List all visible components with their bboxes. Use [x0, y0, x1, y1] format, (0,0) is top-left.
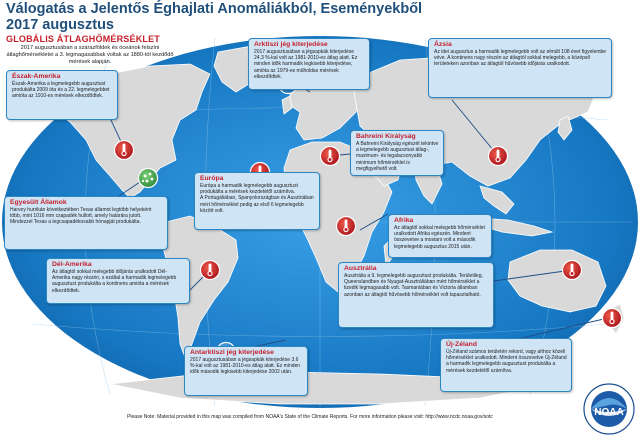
- thermometer-hot-icon: [321, 147, 340, 166]
- thermometer-hot-icon: [563, 261, 582, 280]
- callout-united-states: [4, 196, 168, 250]
- callout-title: Új-Zéland: [446, 341, 477, 348]
- callout-asia: [428, 38, 612, 98]
- callout-title: Dél-Amerika: [52, 261, 92, 268]
- page-title: [6, 2, 422, 33]
- callout-text-extra: Mindezzel Texas a legcsapadékosabb hónapját produkálta.: [10, 219, 141, 226]
- heavy-rain-icon: [139, 169, 158, 188]
- callout-text: Ausztrália a 9. legmelegebb augusztust produkálta. Területileg, Queenslandben és Nyugat-Ausztráliában mért hőmérséklet a tizedik legmagasabb volt. Tasmaniában és Victoria államban azonban az átlagtól hűvösebb hőmérséklet volt tapasztalható.: [344, 273, 483, 298]
- callout-title: Arktiszi jég kiterjedése: [254, 41, 328, 48]
- source-note: Please Note: Material provided in this map was compiled from NOAA's State of the Climate Reports. For more information please visit: http://www.ncdc.noaa.gov/sotc: [127, 414, 493, 420]
- callout-title: Antarktiszi jég kiterjedése: [190, 349, 274, 356]
- callout-text: Észak-Amerika a legmelegebb augusztust produkálta 2009 óta és a 22. legmelegebbet amióta az 1910-es mérések elkezdődtek.: [12, 81, 110, 100]
- title-line-1: Válogatás a Jelentős Éghajlati Anomáliákból, Eseményekből: [6, 1, 423, 17]
- global-temperature-summary: 2017 augusztusában a szárazföldek és óceánok felszíni átlaghőmérsékletei a 3. legmagasabbak voltak az 1880-tól kezdődő mérések alapján.: [6, 45, 174, 65]
- thermometer-hot-icon: [115, 141, 134, 160]
- callout-text: 2017 augusztusában a jégsapkák kiterjedése 24.3 %-kal volt az 1981-2010-es átlag alatt. Ez minden idők harmadik legkisebb kiterjedése, amióta az 1979-es műholdas mérések elkezdődtek.: [254, 49, 358, 80]
- thermometer-hot-icon: [337, 217, 356, 236]
- thermometer-hot-icon: [201, 261, 220, 280]
- callout-north-america: [6, 70, 118, 120]
- callout-text-extra: A Portugáliában, Spanyolországban és Ausztriában mért hőmérséklet pedig az első 6 legmelegebb között volt.: [200, 195, 314, 214]
- callout-text: Az átlagtól sokkal melegebb hőmérséklet uralkodott Afrika egészén. Mindent összevetve a mostani volt a második legmelegebb augusztus 2015 után.: [394, 225, 485, 250]
- callout-text: Az idei augusztus a harmadik legmelegebb volt az elmúlt 108 évet figyelembe véve. A kontinens nagy részén az átlagtól sokkal melegebb, a középső területeken azonban az átlagtól hűvösebb időjárás uralkodott.: [434, 49, 607, 68]
- callout-title: Európa: [200, 175, 224, 182]
- callout-europe: [194, 172, 320, 230]
- title-line-2: 2017 augusztus: [6, 16, 114, 33]
- callout-africa: [388, 214, 492, 258]
- thermometer-hot-icon: [603, 309, 622, 328]
- thermometer-hot-icon: [489, 147, 508, 166]
- callout-text: 2017 augusztusában a jégsapkák kiterjedése 3.6 %-kal volt az 1981-2010-es átlag alatt. Ez minden idők második legkisebb kiterjedése 2002 után.: [190, 357, 301, 376]
- callout-text: Európa a harmadik legmelegebb augusztust produkálta a mérések kezdetétől számítva.: [200, 183, 298, 196]
- callout-new-zealand: [440, 338, 572, 392]
- callout-text: Új-Zéland számos területén rekord, vagy ahhoz közeli hőmérséklet uralkodott. Mindent összevetve Új-Zéland a harmadik legmelegebb augusztust produkálta a mérések kezdetétől számítva.: [446, 349, 567, 374]
- callout-title: Ázsia: [434, 41, 452, 48]
- callout-bahrain: [350, 130, 444, 176]
- callout-title: Egyesült Államok: [10, 199, 67, 206]
- noaa-logo-text: NOAA: [594, 407, 624, 418]
- global-temperature-heading: GLOBÁLIS ÁTLAGHŐMÉRSÉKLET: [6, 34, 160, 44]
- callout-text: Az átlagtól sokkal melegebb időjárás uralkodott Dél-Amerika nagy részén, s ezáltal a harmadik legmelegebb augusztust produkálta a kontinens amióta a mérések elkezdődtek.: [52, 269, 177, 294]
- callout-title: Észak-Amerika: [12, 73, 61, 80]
- callout-arctic-sea-ice: [248, 38, 370, 90]
- callout-text: A Bahreini Királyság egészét tekintve a legmelegebb augusztusi átlag-, maximum- és legalacsonyabb minimum hőmérséklet is megfigyelhető volt.: [356, 141, 439, 172]
- callout-title: Afrika: [394, 217, 414, 224]
- callout-title: Bahreini Királyság: [356, 133, 416, 140]
- noaa-logo: [583, 383, 635, 435]
- callout-antarctic-sea-ice: [184, 346, 308, 396]
- callout-text: Harvey hurrikán következtében Texas államot legtöbb helyeként több, mint 1016 mm csapadék hullott, amely határára jutott.: [10, 207, 152, 220]
- callout-australia: [338, 262, 494, 328]
- callout-title: Ausztrália: [344, 265, 377, 272]
- callout-south-america: [46, 258, 190, 304]
